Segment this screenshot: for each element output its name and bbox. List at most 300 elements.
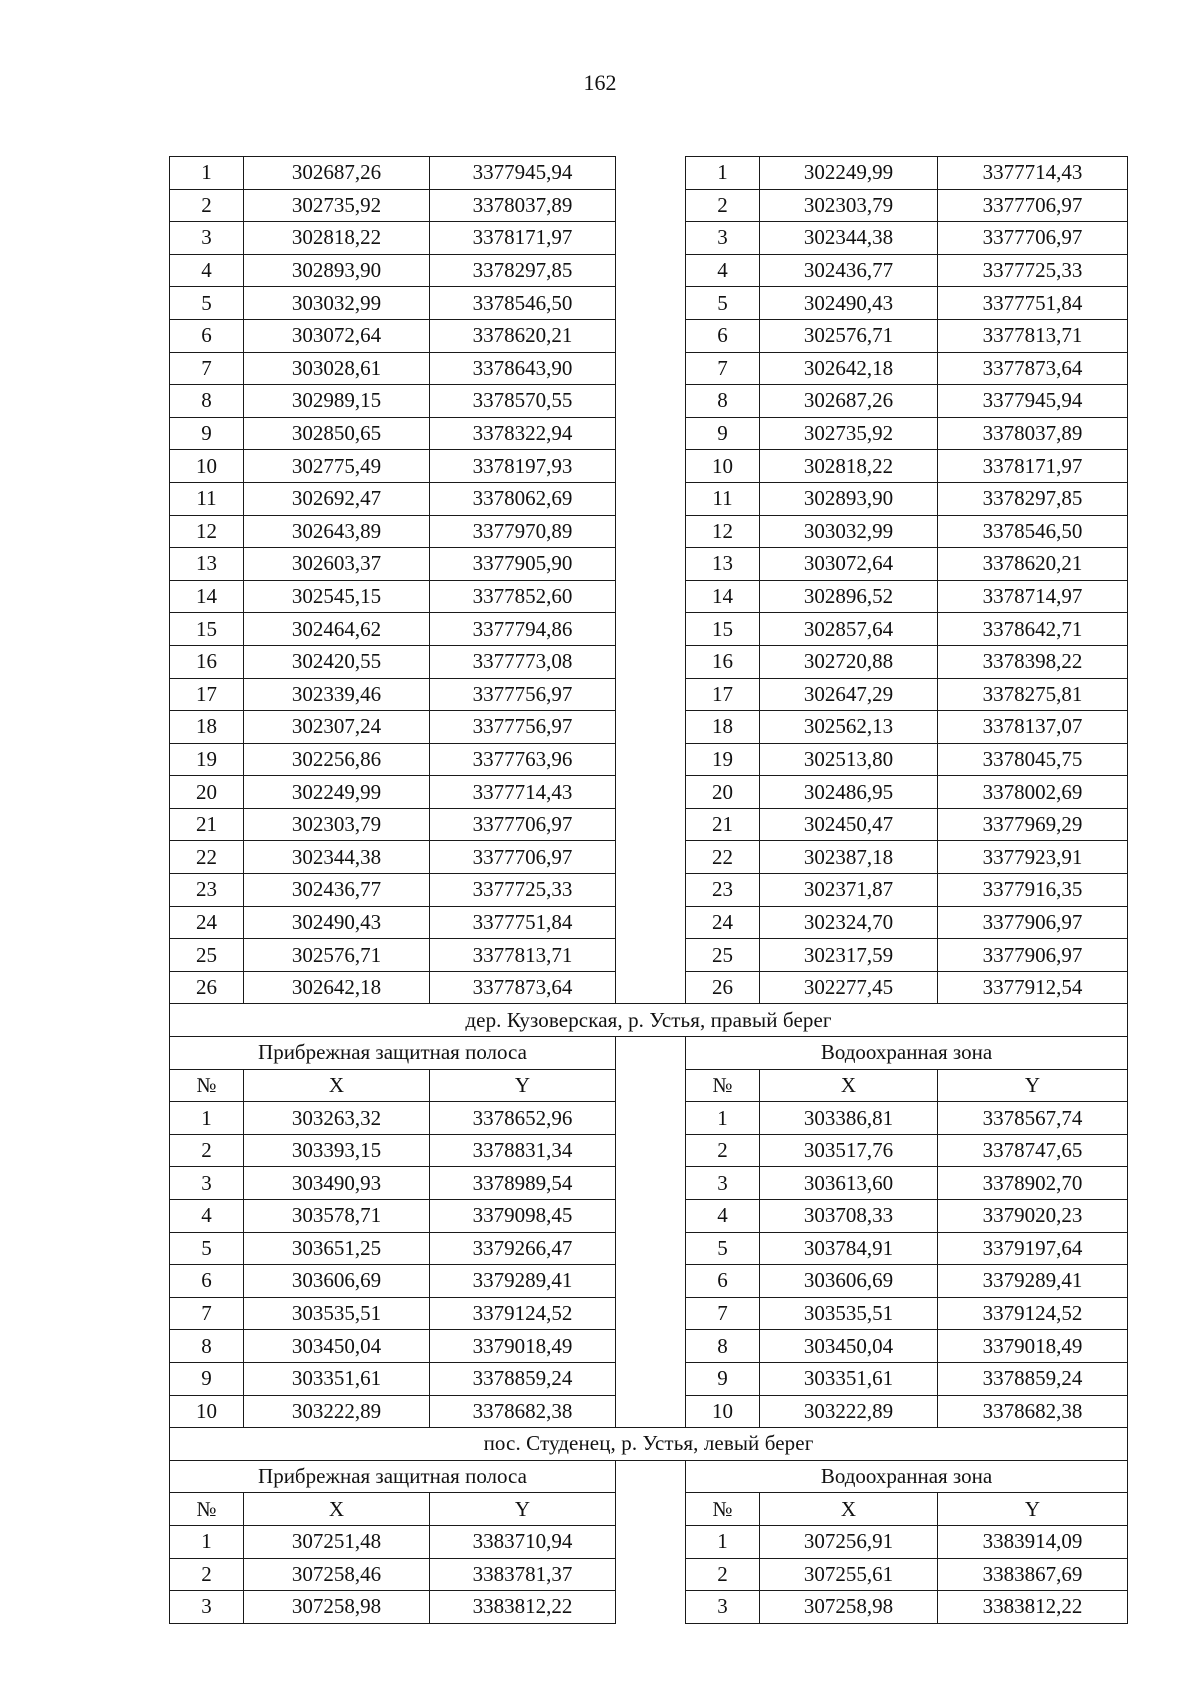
table-row: [170, 482, 1128, 515]
column-gap: [616, 157, 686, 190]
table-row: [170, 1167, 1128, 1200]
table-row: [170, 319, 1128, 352]
x-coordinate-cell: 302576,71: [244, 939, 430, 972]
y-coordinate-cell: 3378546,50: [938, 515, 1128, 548]
x-coordinate-cell: 303032,99: [760, 515, 938, 548]
y-coordinate-cell: 3377945,94: [938, 385, 1128, 418]
table-row: [170, 189, 1128, 222]
column-gap: [616, 1330, 686, 1363]
y-coordinate-cell: 3377916,35: [938, 874, 1128, 907]
point-number-cell: 2: [686, 189, 760, 222]
point-number-cell: 10: [686, 1395, 760, 1428]
y-coordinate-cell: 3379197,64: [938, 1232, 1128, 1265]
x-coordinate-cell: 302303,79: [244, 808, 430, 841]
column-gap: [616, 776, 686, 809]
column-gap: [616, 1460, 686, 1493]
point-number-cell: 8: [170, 1330, 244, 1363]
point-number-cell: 21: [170, 808, 244, 841]
x-coordinate-cell: 302643,89: [244, 515, 430, 548]
x-coordinate-cell: 302989,15: [244, 385, 430, 418]
point-number-cell: 12: [170, 515, 244, 548]
x-coordinate-cell: 303578,71: [244, 1200, 430, 1233]
x-coordinate-cell: 303613,60: [760, 1167, 938, 1200]
x-coordinate-cell: 302339,46: [244, 678, 430, 711]
point-number-cell: 7: [170, 352, 244, 385]
x-coordinate-cell: 302486,95: [760, 776, 938, 809]
table-row: [170, 1200, 1128, 1233]
point-number-cell: 16: [170, 645, 244, 678]
y-coordinate-cell: 3378747,65: [938, 1134, 1128, 1167]
column-gap: [616, 1134, 686, 1167]
zone-heading-row: [170, 1460, 1128, 1493]
point-number-cell: 3: [686, 1591, 760, 1624]
y-header: Y: [938, 1493, 1128, 1526]
point-number-cell: 12: [686, 515, 760, 548]
y-coordinate-cell: 3377751,84: [430, 906, 616, 939]
table-row: [170, 1134, 1128, 1167]
y-coordinate-cell: 3378831,34: [430, 1134, 616, 1167]
column-header-row: [170, 1069, 1128, 1102]
x-coordinate-cell: 302857,64: [760, 613, 938, 646]
table-row: [170, 613, 1128, 646]
x-coordinate-cell: 307255,61: [760, 1558, 938, 1591]
x-coordinate-cell: 303708,33: [760, 1200, 938, 1233]
y-coordinate-cell: 3377714,43: [430, 776, 616, 809]
column-gap: [616, 189, 686, 222]
point-number-cell: 18: [170, 711, 244, 744]
column-gap: [616, 254, 686, 287]
x-coordinate-cell: 303072,64: [244, 319, 430, 352]
table-row: [170, 580, 1128, 613]
point-number-cell: 11: [170, 482, 244, 515]
x-coordinate-cell: 302344,38: [760, 222, 938, 255]
y-coordinate-cell: 3378682,38: [430, 1395, 616, 1428]
point-number-cell: 6: [170, 319, 244, 352]
table-body: [170, 157, 1128, 1624]
point-number-cell: 20: [170, 776, 244, 809]
table-row: [170, 515, 1128, 548]
x-coordinate-cell: 302896,52: [760, 580, 938, 613]
x-coordinate-cell: 302720,88: [760, 645, 938, 678]
point-number-cell: 19: [686, 743, 760, 776]
x-coordinate-cell: 302818,22: [760, 450, 938, 483]
y-coordinate-cell: 3377763,96: [430, 743, 616, 776]
point-number-cell: 19: [170, 743, 244, 776]
column-gap: [616, 613, 686, 646]
table-row: [170, 1525, 1128, 1558]
point-number-cell: 6: [170, 1265, 244, 1298]
x-coordinate-cell: 303606,69: [244, 1265, 430, 1298]
point-number-cell: 25: [170, 939, 244, 972]
y-coordinate-cell: 3383812,22: [938, 1591, 1128, 1624]
y-coordinate-cell: 3378171,97: [430, 222, 616, 255]
x-coordinate-cell: 302687,26: [244, 157, 430, 190]
x-coordinate-cell: 303784,91: [760, 1232, 938, 1265]
y-coordinate-cell: 3383914,09: [938, 1525, 1128, 1558]
table-row: [170, 939, 1128, 972]
x-coordinate-cell: 302249,99: [760, 157, 938, 190]
point-number-cell: 15: [686, 613, 760, 646]
column-gap: [616, 841, 686, 874]
y-coordinate-cell: 3377906,97: [938, 906, 1128, 939]
point-number-cell: 5: [686, 1232, 760, 1265]
y-coordinate-cell: 3383781,37: [430, 1558, 616, 1591]
table-row: [170, 1330, 1128, 1363]
point-number-cell: 16: [686, 645, 760, 678]
x-coordinate-cell: 302850,65: [244, 417, 430, 450]
y-coordinate-cell: 3378859,24: [430, 1362, 616, 1395]
x-coordinate-cell: 302735,92: [244, 189, 430, 222]
table-row: [170, 743, 1128, 776]
point-number-cell: 13: [686, 548, 760, 581]
y-coordinate-cell: 3377706,97: [430, 841, 616, 874]
x-coordinate-cell: 302344,38: [244, 841, 430, 874]
point-number-cell: 17: [170, 678, 244, 711]
point-number-cell: 9: [170, 1362, 244, 1395]
table-row: [170, 385, 1128, 418]
x-coordinate-cell: 302818,22: [244, 222, 430, 255]
x-coordinate-cell: 302603,37: [244, 548, 430, 581]
x-coordinate-cell: 302893,90: [760, 482, 938, 515]
point-number-cell: 1: [686, 1525, 760, 1558]
y-header: Y: [938, 1069, 1128, 1102]
point-number-cell: 4: [170, 254, 244, 287]
point-number-cell: 8: [170, 385, 244, 418]
point-number-cell: 2: [170, 189, 244, 222]
x-coordinate-cell: 302436,77: [244, 874, 430, 907]
point-number-cell: 13: [170, 548, 244, 581]
y-coordinate-cell: 3379018,49: [430, 1330, 616, 1363]
x-coordinate-cell: 302420,55: [244, 645, 430, 678]
y-coordinate-cell: 3378643,90: [430, 352, 616, 385]
table-row: [170, 1362, 1128, 1395]
y-coordinate-cell: 3377852,60: [430, 580, 616, 613]
x-coordinate-cell: 302464,62: [244, 613, 430, 646]
y-coordinate-cell: 3378037,89: [430, 189, 616, 222]
x-header: X: [760, 1069, 938, 1102]
point-number-cell: 21: [686, 808, 760, 841]
number-header: №: [686, 1493, 760, 1526]
y-coordinate-cell: 3378062,69: [430, 482, 616, 515]
y-coordinate-cell: 3379020,23: [938, 1200, 1128, 1233]
point-number-cell: 4: [686, 254, 760, 287]
table-row: [170, 1265, 1128, 1298]
x-coordinate-cell: 302490,43: [244, 906, 430, 939]
column-gap: [616, 319, 686, 352]
table-row: [170, 417, 1128, 450]
table-row: [170, 1232, 1128, 1265]
x-coordinate-cell: 307256,91: [760, 1525, 938, 1558]
column-gap: [616, 515, 686, 548]
y-coordinate-cell: 3379266,47: [430, 1232, 616, 1265]
water-protection-zone-heading: Водоохранная зона: [686, 1037, 1128, 1070]
x-coordinate-cell: 303450,04: [760, 1330, 938, 1363]
point-number-cell: 14: [170, 580, 244, 613]
point-number-cell: 24: [170, 906, 244, 939]
point-number-cell: 1: [170, 157, 244, 190]
column-gap: [616, 808, 686, 841]
point-number-cell: 22: [170, 841, 244, 874]
x-coordinate-cell: 302307,24: [244, 711, 430, 744]
column-gap: [616, 1265, 686, 1298]
y-coordinate-cell: 3378297,85: [938, 482, 1128, 515]
y-coordinate-cell: 3377756,97: [430, 711, 616, 744]
y-coordinate-cell: 3377873,64: [938, 352, 1128, 385]
point-number-cell: 5: [170, 1232, 244, 1265]
table-row: [170, 1297, 1128, 1330]
column-gap: [616, 1069, 686, 1102]
y-coordinate-cell: 3378682,38: [938, 1395, 1128, 1428]
y-coordinate-cell: 3379098,45: [430, 1200, 616, 1233]
y-coordinate-cell: 3379289,41: [938, 1265, 1128, 1298]
y-coordinate-cell: 3377714,43: [938, 157, 1128, 190]
y-coordinate-cell: 3383812,22: [430, 1591, 616, 1624]
y-coordinate-cell: 3377725,33: [430, 874, 616, 907]
y-coordinate-cell: 3379124,52: [938, 1297, 1128, 1330]
x-coordinate-cell: 302576,71: [760, 319, 938, 352]
column-gap: [616, 711, 686, 744]
x-coordinate-cell: 307258,98: [760, 1591, 938, 1624]
x-coordinate-cell: 302450,47: [760, 808, 938, 841]
column-gap: [616, 385, 686, 418]
table-row: [170, 1102, 1128, 1135]
column-gap: [616, 939, 686, 972]
x-coordinate-cell: 303490,93: [244, 1167, 430, 1200]
y-coordinate-cell: 3378570,55: [430, 385, 616, 418]
table-row: [170, 157, 1128, 190]
place-heading-row: [170, 1428, 1128, 1461]
column-gap: [616, 678, 686, 711]
x-coordinate-cell: 302692,47: [244, 482, 430, 515]
x-coordinate-cell: 303222,89: [244, 1395, 430, 1428]
y-coordinate-cell: 3378037,89: [938, 417, 1128, 450]
table-row: [170, 678, 1128, 711]
place-heading: пос. Студенец, р. Устья, левый берег: [170, 1428, 1128, 1461]
x-coordinate-cell: 302256,86: [244, 743, 430, 776]
y-coordinate-cell: 3379124,52: [430, 1297, 616, 1330]
x-coordinate-cell: 302490,43: [760, 287, 938, 320]
column-gap: [616, 548, 686, 581]
point-number-cell: 14: [686, 580, 760, 613]
point-number-cell: 3: [170, 222, 244, 255]
point-number-cell: 2: [170, 1134, 244, 1167]
point-number-cell: 2: [170, 1558, 244, 1591]
point-number-cell: 22: [686, 841, 760, 874]
table-row: [170, 352, 1128, 385]
x-coordinate-cell: 303386,81: [760, 1102, 938, 1135]
point-number-cell: 2: [686, 1558, 760, 1591]
table-row: [170, 254, 1128, 287]
table-row: [170, 1591, 1128, 1624]
point-number-cell: 23: [170, 874, 244, 907]
water-protection-zone-heading: Водоохранная зона: [686, 1460, 1128, 1493]
point-number-cell: 10: [170, 450, 244, 483]
x-coordinate-cell: 302317,59: [760, 939, 938, 972]
y-coordinate-cell: 3377905,90: [430, 548, 616, 581]
point-number-cell: 1: [686, 157, 760, 190]
y-coordinate-cell: 3378045,75: [938, 743, 1128, 776]
point-number-cell: 3: [170, 1591, 244, 1624]
y-coordinate-cell: 3379018,49: [938, 1330, 1128, 1363]
table-row: [170, 645, 1128, 678]
x-coordinate-cell: 303535,51: [244, 1297, 430, 1330]
column-gap: [616, 222, 686, 255]
x-coordinate-cell: 303535,51: [760, 1297, 938, 1330]
number-header: №: [170, 1493, 244, 1526]
x-coordinate-cell: 302436,77: [760, 254, 938, 287]
point-number-cell: 1: [686, 1102, 760, 1135]
y-coordinate-cell: 3378567,74: [938, 1102, 1128, 1135]
point-number-cell: 3: [686, 1167, 760, 1200]
x-coordinate-cell: 302249,99: [244, 776, 430, 809]
shore-protection-strip-heading: Прибрежная защитная полоса: [170, 1037, 616, 1070]
column-header-row: [170, 1493, 1128, 1526]
column-gap: [616, 906, 686, 939]
column-gap: [616, 645, 686, 678]
point-number-cell: 24: [686, 906, 760, 939]
table-row: [170, 906, 1128, 939]
column-gap: [616, 1102, 686, 1135]
x-coordinate-cell: 307258,98: [244, 1591, 430, 1624]
y-coordinate-cell: 3377923,91: [938, 841, 1128, 874]
column-gap: [616, 874, 686, 907]
table-row: [170, 1395, 1128, 1428]
y-coordinate-cell: 3377912,54: [938, 971, 1128, 1004]
point-number-cell: 6: [686, 1265, 760, 1298]
column-gap: [616, 287, 686, 320]
x-coordinate-cell: 303072,64: [760, 548, 938, 581]
y-coordinate-cell: 3377706,97: [430, 808, 616, 841]
column-gap: [616, 971, 686, 1004]
point-number-cell: 8: [686, 1330, 760, 1363]
point-number-cell: 23: [686, 874, 760, 907]
point-number-cell: 3: [170, 1167, 244, 1200]
y-coordinate-cell: 3377794,86: [430, 613, 616, 646]
x-coordinate-cell: 302371,87: [760, 874, 938, 907]
y-header: Y: [430, 1069, 616, 1102]
y-coordinate-cell: 3378902,70: [938, 1167, 1128, 1200]
page-number: 162: [583, 70, 617, 95]
column-gap: [616, 417, 686, 450]
x-coordinate-cell: 302893,90: [244, 254, 430, 287]
zone-heading-row: [170, 1037, 1128, 1070]
point-number-cell: 2: [686, 1134, 760, 1167]
table-row: [170, 222, 1128, 255]
point-number-cell: 11: [686, 482, 760, 515]
x-coordinate-cell: 302642,18: [244, 971, 430, 1004]
y-coordinate-cell: 3378642,71: [938, 613, 1128, 646]
x-coordinate-cell: 302513,80: [760, 743, 938, 776]
point-number-cell: 1: [170, 1102, 244, 1135]
table-row: [170, 548, 1128, 581]
y-coordinate-cell: 3379289,41: [430, 1265, 616, 1298]
point-number-cell: 10: [686, 450, 760, 483]
y-coordinate-cell: 3383867,69: [938, 1558, 1128, 1591]
x-coordinate-cell: 302562,13: [760, 711, 938, 744]
point-number-cell: 1: [170, 1525, 244, 1558]
point-number-cell: 9: [686, 417, 760, 450]
x-coordinate-cell: 302277,45: [760, 971, 938, 1004]
y-coordinate-cell: 3378989,54: [430, 1167, 616, 1200]
x-coordinate-cell: 302303,79: [760, 189, 938, 222]
point-number-cell: 4: [170, 1200, 244, 1233]
place-heading-row: [170, 1004, 1128, 1037]
y-coordinate-cell: 3378275,81: [938, 678, 1128, 711]
table-row: [170, 711, 1128, 744]
point-number-cell: 7: [686, 352, 760, 385]
y-coordinate-cell: 3378714,97: [938, 580, 1128, 613]
point-number-cell: 17: [686, 678, 760, 711]
x-coordinate-cell: 303450,04: [244, 1330, 430, 1363]
y-coordinate-cell: 3377773,08: [430, 645, 616, 678]
point-number-cell: 9: [686, 1362, 760, 1395]
column-gap: [616, 1232, 686, 1265]
table-row: [170, 874, 1128, 907]
column-gap: [616, 743, 686, 776]
table-row: [170, 971, 1128, 1004]
table-row: [170, 808, 1128, 841]
x-coordinate-cell: 302735,92: [760, 417, 938, 450]
column-gap: [616, 1395, 686, 1428]
column-gap: [616, 450, 686, 483]
y-coordinate-cell: 3378197,93: [430, 450, 616, 483]
point-number-cell: 26: [686, 971, 760, 1004]
number-header: №: [686, 1069, 760, 1102]
point-number-cell: 7: [170, 1297, 244, 1330]
x-coordinate-cell: 303263,32: [244, 1102, 430, 1135]
table-row: [170, 450, 1128, 483]
x-coordinate-cell: 302324,70: [760, 906, 938, 939]
column-gap: [616, 1362, 686, 1395]
column-gap: [616, 1493, 686, 1526]
table-row: [170, 287, 1128, 320]
point-number-cell: 10: [170, 1395, 244, 1428]
y-coordinate-cell: 3378137,07: [938, 711, 1128, 744]
column-gap: [616, 1037, 686, 1070]
x-coordinate-cell: 303651,25: [244, 1232, 430, 1265]
point-number-cell: 7: [686, 1297, 760, 1330]
x-coordinate-cell: 303222,89: [760, 1395, 938, 1428]
x-coordinate-cell: 303351,61: [760, 1362, 938, 1395]
y-coordinate-cell: 3377873,64: [430, 971, 616, 1004]
y-coordinate-cell: 3377906,97: [938, 939, 1128, 972]
shore-protection-strip-heading: Прибрежная защитная полоса: [170, 1460, 616, 1493]
x-coordinate-cell: 302642,18: [760, 352, 938, 385]
column-gap: [616, 352, 686, 385]
y-coordinate-cell: 3378322,94: [430, 417, 616, 450]
x-header: X: [244, 1493, 430, 1526]
x-coordinate-cell: 303028,61: [244, 352, 430, 385]
column-gap: [616, 482, 686, 515]
y-coordinate-cell: 3378297,85: [430, 254, 616, 287]
x-coordinate-cell: 303393,15: [244, 1134, 430, 1167]
x-coordinate-cell: 302647,29: [760, 678, 938, 711]
y-coordinate-cell: 3377945,94: [430, 157, 616, 190]
y-coordinate-cell: 3383710,94: [430, 1525, 616, 1558]
y-coordinate-cell: 3377725,33: [938, 254, 1128, 287]
x-coordinate-cell: 302545,15: [244, 580, 430, 613]
y-coordinate-cell: 3378546,50: [430, 287, 616, 320]
y-coordinate-cell: 3378620,21: [938, 548, 1128, 581]
point-number-cell: 18: [686, 711, 760, 744]
x-coordinate-cell: 307251,48: [244, 1525, 430, 1558]
column-gap: [616, 1167, 686, 1200]
point-number-cell: 26: [170, 971, 244, 1004]
column-gap: [616, 1525, 686, 1558]
y-coordinate-cell: 3378002,69: [938, 776, 1128, 809]
x-coordinate-cell: 302687,26: [760, 385, 938, 418]
y-coordinate-cell: 3377706,97: [938, 189, 1128, 222]
